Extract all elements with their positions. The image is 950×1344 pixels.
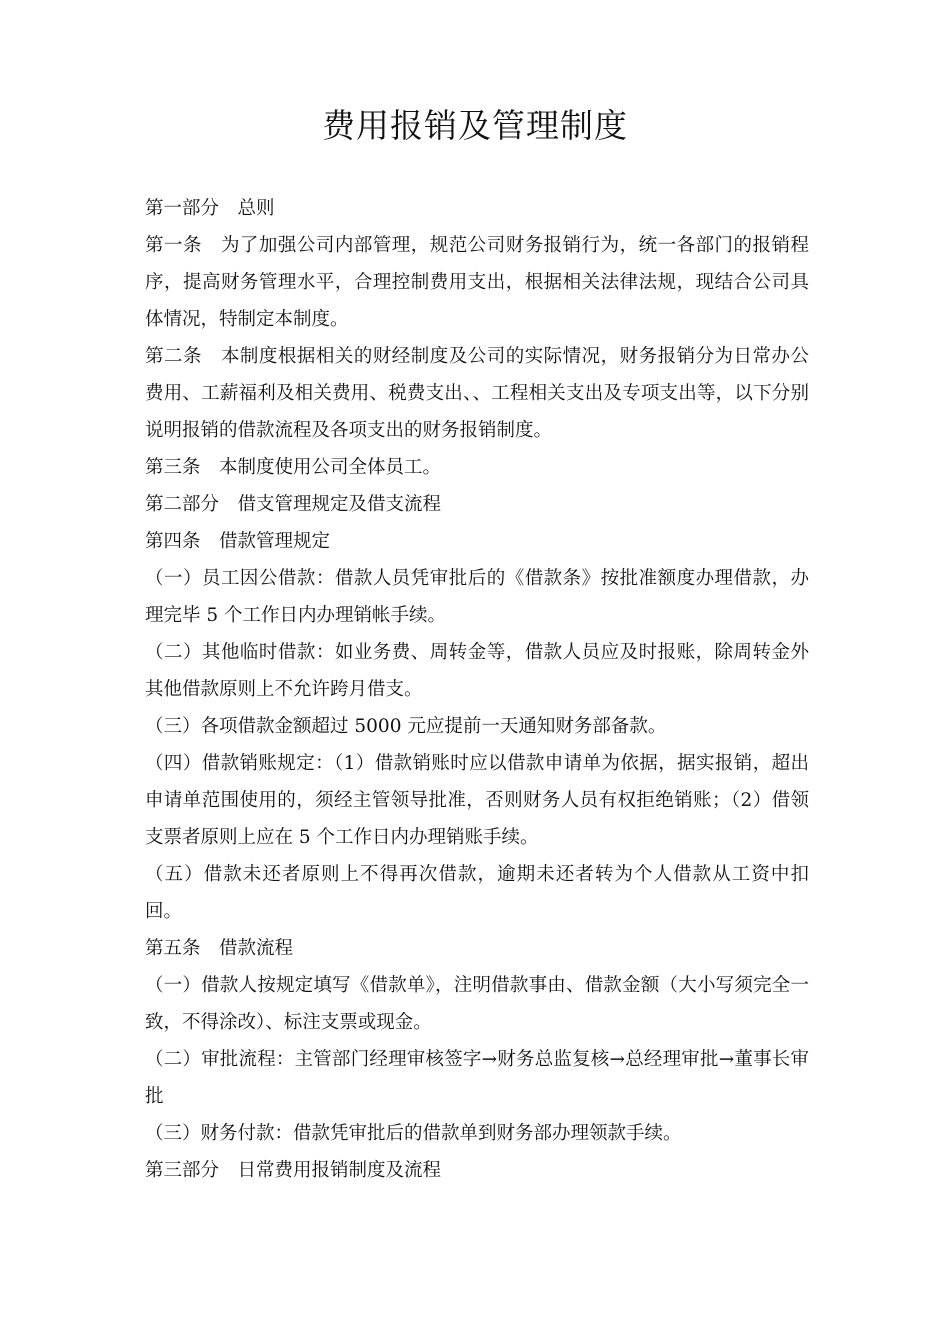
article-5-item-1: （一）借款人按规定填写《借款单》，注明借款事由、借款金额（大小写须完全一致，不得涂改）、标注支票或现金。 (145, 975, 809, 1033)
article-5-item-2: （二）审批流程：主管部门经理审核签字→财务总监复核→总经理审批→董事长审批 (145, 1049, 809, 1107)
article-2: 第二条 本制度根据相关的财经制度及公司的实际情况，财务报销分为日常办公费用、工薪福利及相关费用、税费支出、、工程相关支出及专项支出等，以下分别说明报销的借款流程及各项支出的财务报销制度。 (145, 346, 809, 441)
article-5-heading: 第五条 借款流程 (145, 938, 294, 959)
document-title: 费用报销及管理制度 (322, 106, 628, 145)
article-4-item-5: （五）借款未还者原则上不得再次借款，逾期未还者转为个人借款从工资中扣回。 (145, 864, 809, 922)
section-heading-part-1: 第一部分 总则 (145, 198, 275, 219)
article-5-item-3: （三）财务付款：借款凭审批后的借款单到财务部办理领款手续。 (145, 1123, 682, 1144)
document-body (145, 190, 809, 1189)
article-3: 第三条 本制度使用公司全体员工。 (145, 457, 442, 478)
article-4-item-3: （三）各项借款金额超过 5000 元应提前一天通知财务部备款。 (145, 716, 667, 737)
article-4-item-2: （二）其他临时借款：如业务费、周转金等，借款人员应及时报账，除周转金外其他借款原则上不允许跨月借支。 (145, 642, 809, 700)
section-heading-part-2: 第二部分 借支管理规定及借支流程 (145, 494, 442, 515)
section-heading-part-3: 第三部分 日常费用报销制度及流程 (145, 1160, 442, 1181)
article-4-item-1: （一）员工因公借款：借款人员凭审批后的《借款条》按批准额度办理借款，办理完毕 5 个工作日内办理销帐手续。 (145, 568, 809, 626)
article-4-item-4: （四）借款销账规定：（1）借款销账时应以借款申请单为依据，据实报销，超出申请单范围使用的，须经主管领导批准，否则财务人员有权拒绝销账；（2）借领支票者原则上应在 5 个工作日内办理销账手续。 (145, 753, 809, 848)
article-1: 第一条 为了加强公司内部管理，规范公司财务报销行为，统一各部门的报销程序，提高财务管理水平，合理控制费用支出，根据相关法律法规，现结合公司具体情况，特制定本制度。 (145, 235, 809, 330)
article-4-heading: 第四条 借款管理规定 (145, 531, 331, 552)
